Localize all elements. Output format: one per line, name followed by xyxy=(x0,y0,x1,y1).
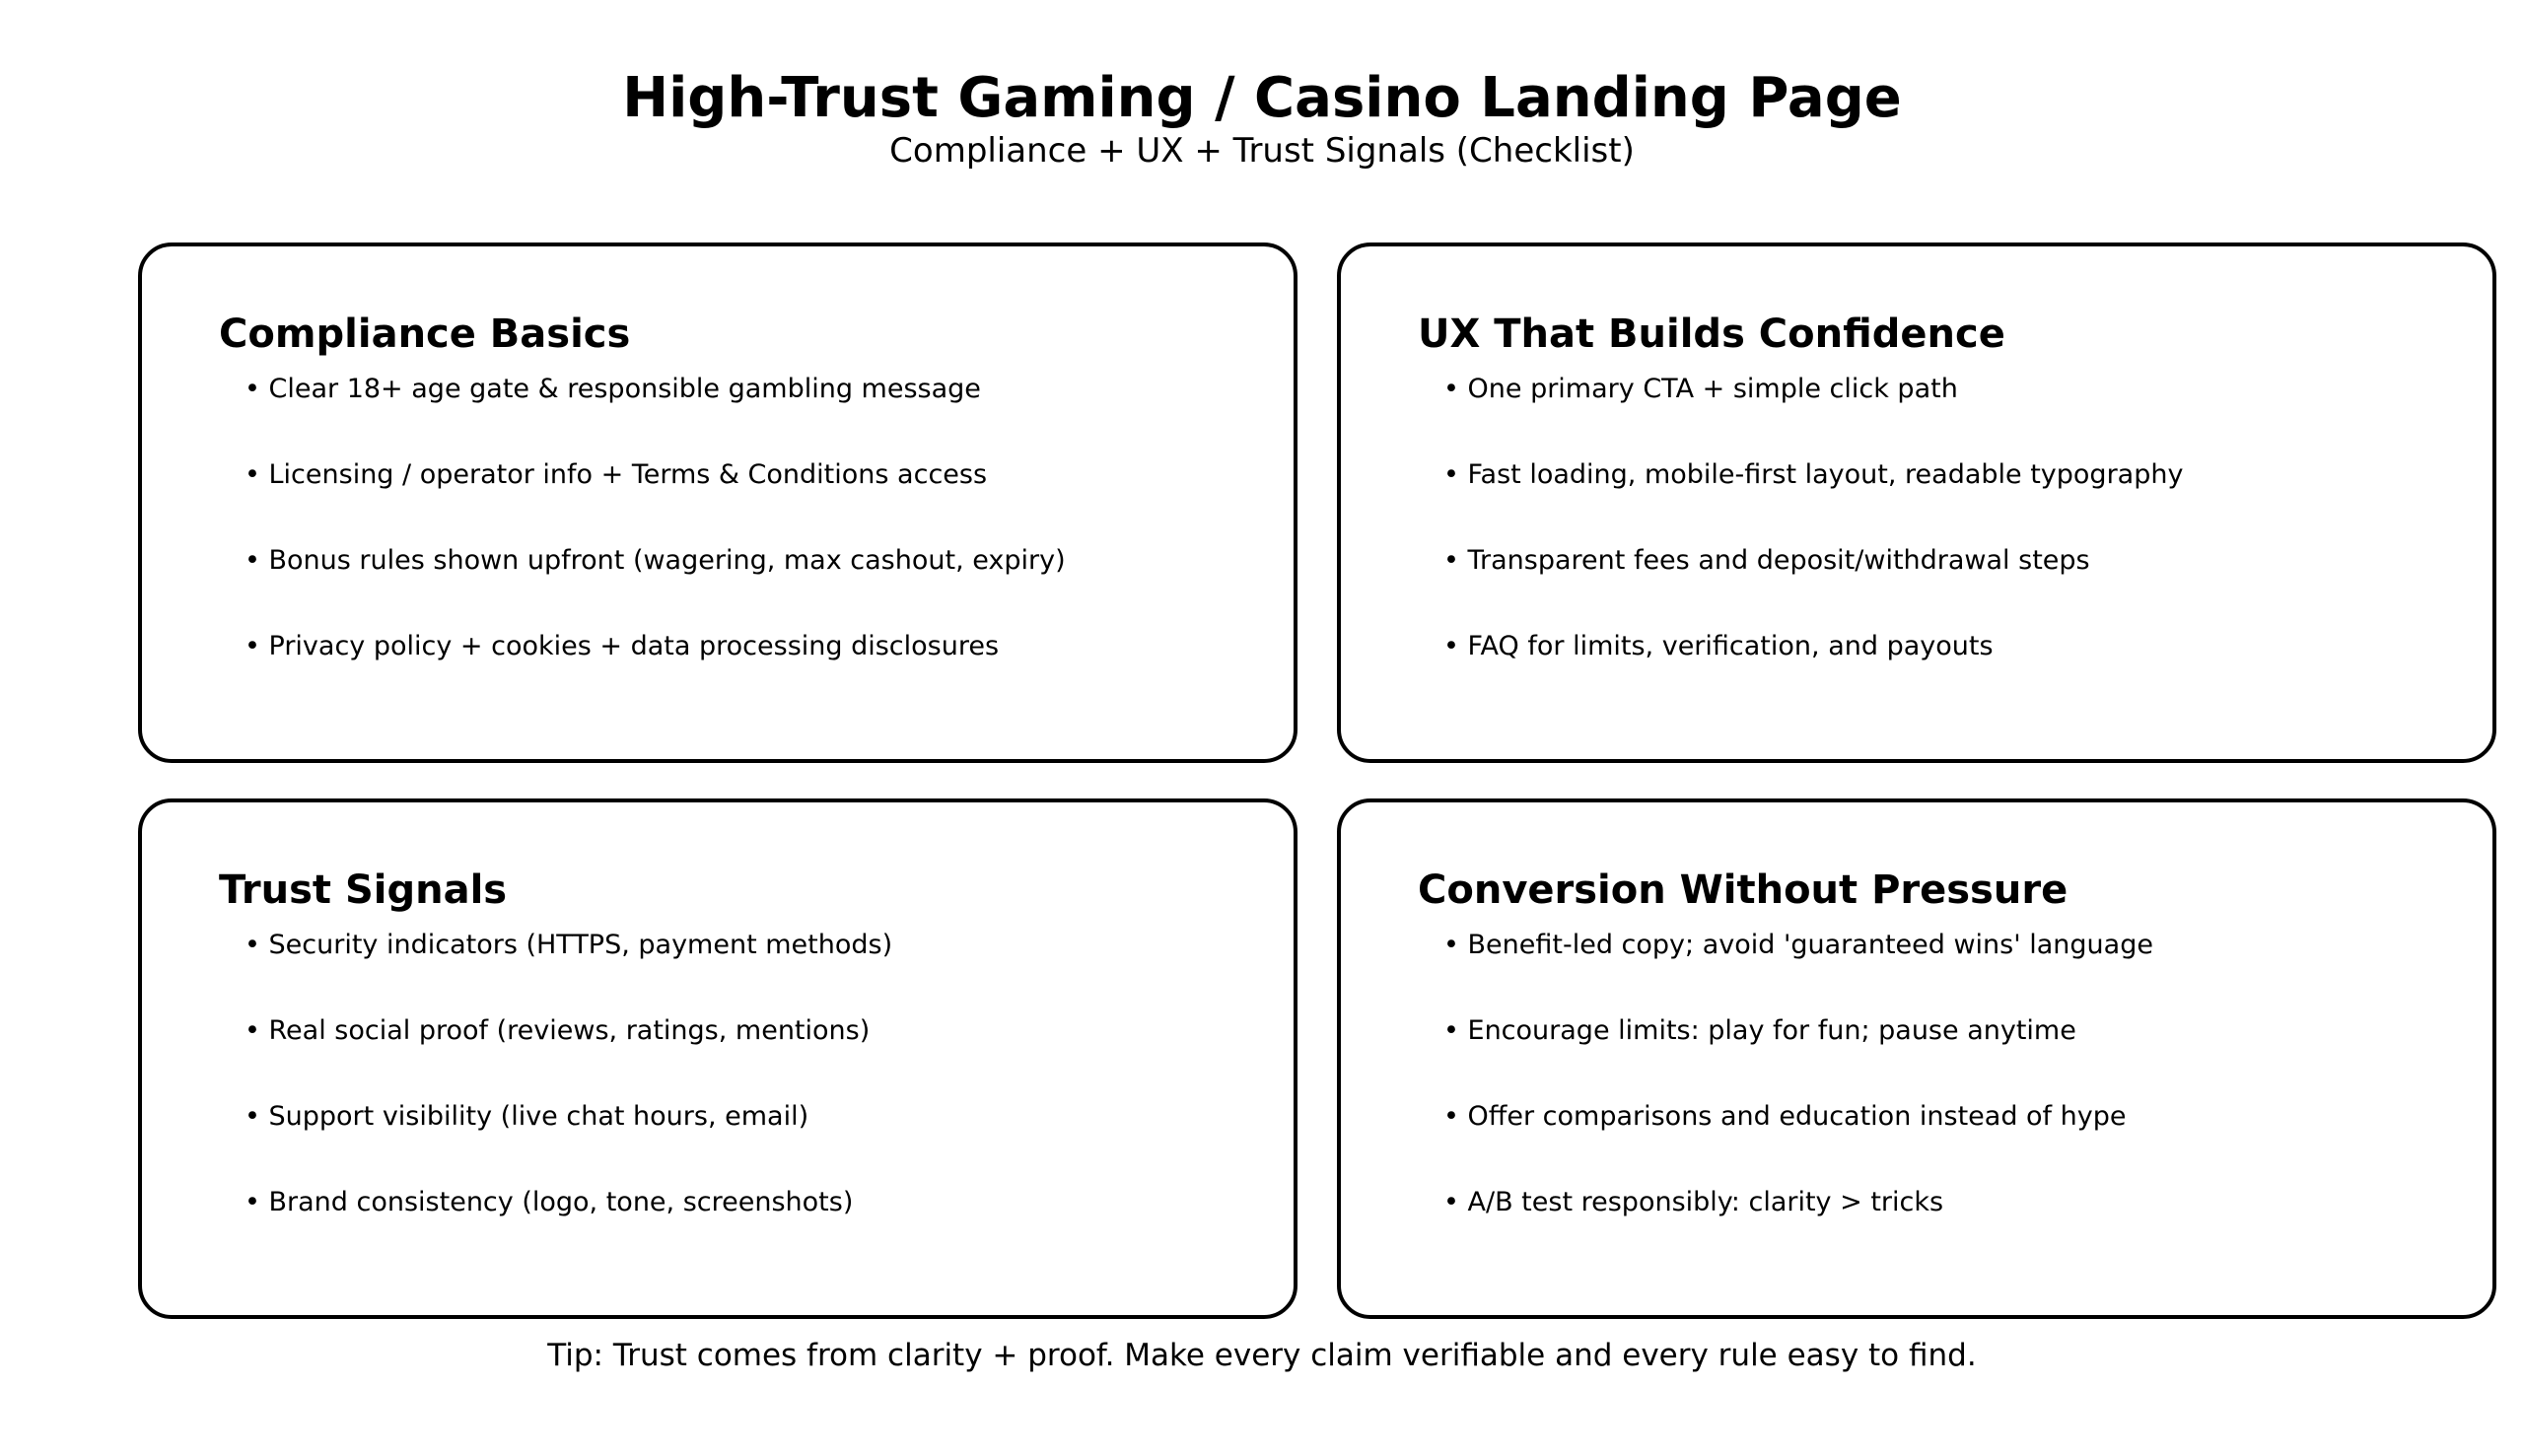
card-compliance-basics xyxy=(138,243,1297,763)
card-title: Trust Signals xyxy=(219,867,508,913)
page-title: High-Trust Gaming / Casino Landing Page xyxy=(622,66,1902,130)
card-title: UX That Builds Confidence xyxy=(1418,312,2005,357)
card-title: Conversion Without Pressure xyxy=(1418,867,2068,913)
card-ux-confidence xyxy=(1337,243,2496,763)
checklist-item: • Support visibility (live chat hours, email) xyxy=(245,1101,809,1132)
checklist-item: • Real social proof (reviews, ratings, mentions) xyxy=(245,1015,871,1046)
checklist-item: • Encourage limits: play for fun; pause anytime xyxy=(1443,1015,2076,1046)
card-conversion-without-pressure xyxy=(1337,798,2496,1319)
checklist-item: • Brand consistency (logo, tone, screenshots) xyxy=(245,1187,854,1217)
checklist xyxy=(245,371,1066,714)
checklist xyxy=(1443,927,2153,1270)
checklist-item: • Security indicators (HTTPS, payment methods) xyxy=(245,930,893,960)
checklist-item: • FAQ for limits, verification, and payouts xyxy=(1443,631,1994,661)
card-title: Compliance Basics xyxy=(219,312,631,357)
checklist-item: • A/B test responsibly: clarity > tricks xyxy=(1443,1187,1944,1217)
checklist-item: • Transparent fees and deposit/withdrawal steps xyxy=(1443,545,2090,576)
page-subtitle: Compliance + UX + Trust Signals (Checklist) xyxy=(889,131,1635,171)
checklist-item: • One primary CTA + simple click path xyxy=(1443,374,1958,404)
checklist-item: • Fast loading, mobile-first layout, readable typography xyxy=(1443,459,2184,490)
checklist-item: • Benefit-led copy; avoid 'guaranteed wins' language xyxy=(1443,930,2153,960)
card-trust-signals xyxy=(138,798,1297,1319)
checklist-item: • Clear 18+ age gate & responsible gambling message xyxy=(245,374,981,404)
checklist-item: • Bonus rules shown upfront (wagering, max cashout, expiry) xyxy=(245,545,1066,576)
checklist xyxy=(245,927,892,1270)
checklist xyxy=(1443,371,2183,714)
checklist-item: • Privacy policy + cookies + data processing disclosures xyxy=(245,631,1000,661)
checklist-item: • Offer comparisons and education instead of hype xyxy=(1443,1101,2127,1132)
checklist-item: • Licensing / operator info + Terms & Conditions access xyxy=(245,459,988,490)
footer-tip: Tip: Trust comes from clarity + proof. Make every claim verifiable and every rule easy to find. xyxy=(547,1338,1977,1373)
